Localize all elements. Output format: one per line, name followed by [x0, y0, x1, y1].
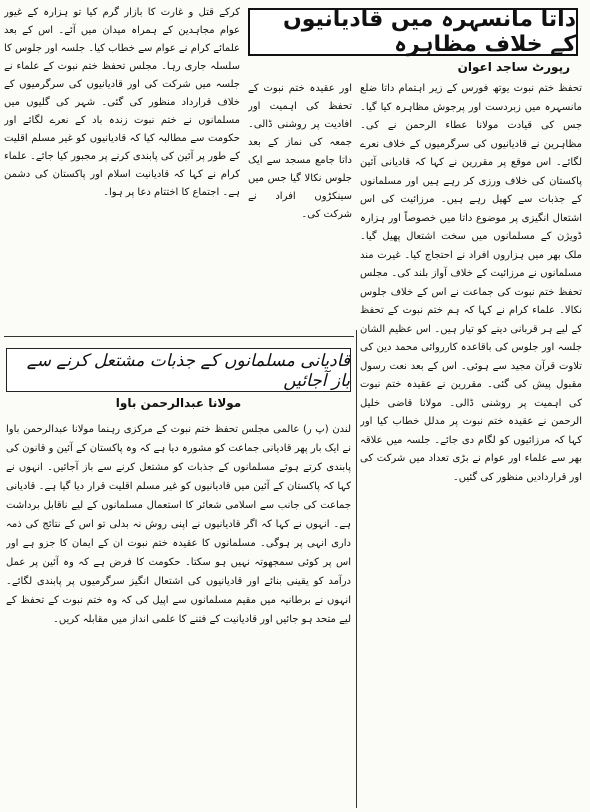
article2-headline: قادیانی مسلمانوں کے جذبات مشتعل کرنے سے باز آجائیں — [26, 350, 350, 391]
article1-headline: داتا مانسہرہ میں قادیانیوں کے خلاف مظاہرہ — [282, 7, 576, 57]
section-divider — [4, 336, 354, 337]
article2-headline-box — [6, 348, 351, 392]
middle-column — [248, 80, 352, 330]
article2-body: لندن (پ ر) عالمی مجلس تحفظ ختم نبوت کے مرکزی رہنما مولانا عبدالرحمن باوا نے ایک بار پھر قادیانی جماعت کو مشورہ دیا ہے کہ وہ پاکستان کے آئین و قانون کی پابندی کرتے ہوئے مسلمانوں کے جذبات کو مشتعل کرنے سے باز آجائیں۔ انہوں نے کہا کہ پاکستان کے آئین میں قادیانیوں کو غیر مسلم اقلیت قرار دیا گیا ہے۔ قادیانی جماعت کی جانب سے اسلامی شعائر کا استعمال مسلمانوں کے لیے ناقابل برداشت ہے۔ انہوں نے کہا کہ اگر قادیانیوں نے اپنی روش نہ بدلی تو اس کے نتائج کی ذمہ داری انہی پر ہوگی۔ مسلمانوں کا عقیدہ ختم نبوت ان کے ایمان کا جزو ہے اور اس پر کوئی سمجھوتہ نہیں ہو سکتا۔ حکومت کا فرض ہے کہ وہ آئین پر عمل درآمد کو یقینی بنائے اور قادیانیوں کی اشتعال انگیز سرگرمیوں پر پابندی لگائے۔ انہوں نے برطانیہ میں مقیم مسلمانوں سے اپیل کی کہ وہ ختم نبوت کے تحفظ کے لیے متحد ہو جائیں اور قادیانیت کے فتنے کا علمی انداز میں مقابلہ کریں۔ — [6, 424, 351, 625]
top-left-column — [4, 4, 240, 326]
column-divider — [356, 330, 357, 808]
bottom-column — [6, 420, 351, 810]
headline-box — [248, 8, 578, 56]
top-left-text: کرکے قتل و غارت کا بازار گرم کیا تو ہزارہ کے غیور عوام مجاہدین کے ہمراہ میدان میں آئے۔ اس کے بعد علمائے کرام نے عوام سے خطاب کیا۔ جلسہ اور جلوس کا سلسلہ جاری رہا۔ مجلس تحفظ ختم نبوت کے علماء نے جلسہ میں شرکت کی اور قادیانیوں کی سرگرمیوں کے خلاف قرارداد منظور کی گئی۔ شہر کی گلیوں میں مسلمانوں نے ختم نبوت زندہ باد کے نعرے لگائے اور حکومت سے مطالبہ کیا کہ قادیانیوں کو غیر مسلم اقلیت کے طور پر آئین کی پابندی کرنے پر مجبور کیا جائے۔ علماء کرام نے کہا کہ قادیانیت اسلام اور پاکستان کی دشمن ہے۔ اجتماع کا اختتام دعا پر ہوا۔ — [4, 7, 240, 198]
middle-text: اور عقیدہ ختم نبوت کے تحفظ کی اہمیت اور افادیت پر روشنی ڈالی۔ جمعہ کی نماز کے بعد داتا جامع مسجد سے ایک جلوس نکالا گیا جس میں سینکڑوں افراد نے شرکت کی۔ — [248, 83, 352, 220]
right-column — [360, 80, 582, 800]
article2-byline: مولانا عبدالرحمن باوا — [115, 396, 242, 410]
article1-byline: رپورٹ ساجد اعوان — [457, 60, 570, 74]
right-text: تحفظ ختم نبوت یوتھ فورس کے زیر اہتمام داتا ضلع مانسہرہ میں زبردست اور پرجوش مظاہرہ کیا گیا۔ جس کی قیادت مولانا عطاء الرحمن نے کی۔ مظاہرین نے قادیانیوں کی سرگرمیوں کے خلاف نعرے لگائے۔ اس موقع پر مقررین نے کہا کہ قادیانی آئین پاکستان کی خلاف ورزی کر رہے ہیں اور مسلمانوں کے جذبات سے کھیل رہے ہیں۔ مرزائیت کی اس اشتعال انگیزی پر موضوع داتا میں خصوصاً اور ہزارہ ڈویژن کے مسلمانوں میں سخت اشتعال پھیل گیا۔ ملک بھر میں ہزاروں افراد نے احتجاج کیا۔ غیرت مند مسلمانوں نے مرزائیت کے خلاف آواز بلند کی۔ مجلس تحفظ ختم نبوت کی جماعت نے اس کے خلاف جلوس نکالا۔ علماء کرام نے کہا کہ ہم ختم نبوت کے تحفظ کے لیے ہر قربانی دینے کو تیار ہیں۔ اس عظیم الشان جلسہ اور جلوس کی باقاعدہ کارروائی محمد دین کی تلاوت قرآن مجید سے ہوئی۔ اس کے بعد نعت رسول مقبول پیش کی گئی۔ مقررین نے عقیدہ ختم نبوت کی اہمیت پر روشنی ڈالی۔ مولانا قاضی خلیل الرحمن نے عقیدہ ختم نبوت پر مدلل خطاب کیا اور کہا کہ مرزائیوں کو لگام دی جائے۔ جلسہ میں علاقہ بھر سے علماء اور عوام نے بڑی تعداد میں شرکت کی اور قراردادیں منظور کی گئیں۔ — [360, 83, 582, 483]
